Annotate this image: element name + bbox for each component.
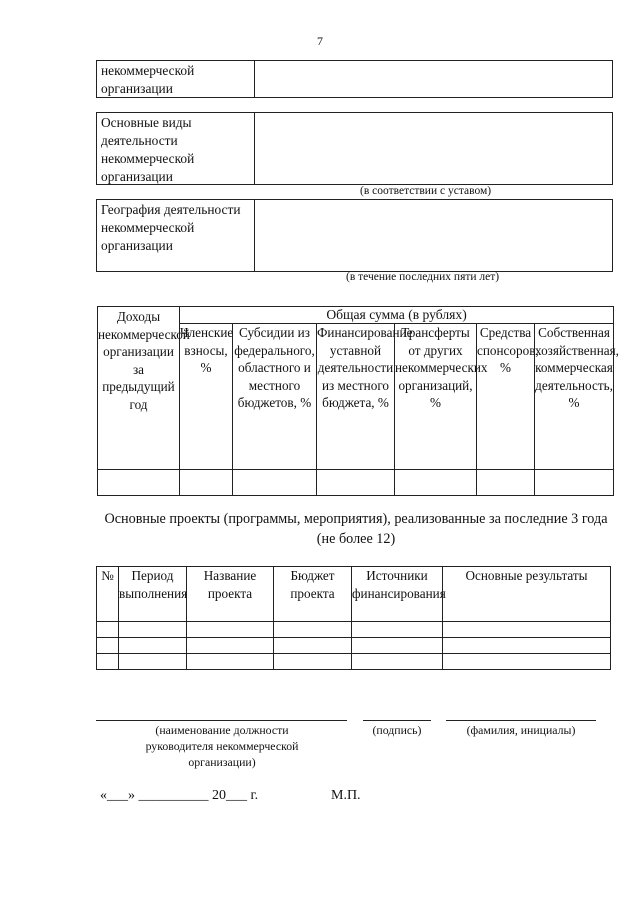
geography-box [96, 199, 613, 272]
table-row [97, 638, 611, 654]
org-name-box [96, 60, 613, 98]
income-col-membership: Членские взносы, % [180, 324, 233, 470]
projects-col-number: № [97, 567, 119, 622]
income-row-header: Доходы некоммерческой организации за предыдущий год [98, 307, 180, 470]
date-line: «___» __________ 20___ г. [100, 788, 259, 803]
projects-col-budget: Бюджет проекта [274, 567, 352, 622]
projects-col-period: Период выполнения [119, 567, 187, 622]
income-cell[interactable] [477, 470, 535, 496]
projects-col-name: Название проекта [187, 567, 274, 622]
activities-value[interactable] [255, 113, 612, 184]
name-line[interactable] [446, 720, 596, 721]
projects-heading: Основные проекты (программы, мероприятия), реализованные за последние 3 года (не более 12) [104, 511, 608, 547]
income-cell[interactable] [233, 470, 317, 496]
activities-box [96, 112, 613, 185]
org-name-label: некоммерческой организации [97, 61, 255, 97]
activities-note: (в соответствии с уставом) [360, 185, 492, 197]
income-cell[interactable] [180, 470, 233, 496]
page-number: 7 [317, 34, 323, 48]
table-row [97, 654, 611, 670]
income-cell[interactable] [395, 470, 477, 496]
income-cell[interactable] [535, 470, 614, 496]
table-row [97, 622, 611, 638]
projects-table [96, 566, 611, 670]
stamp-place: М.П. [331, 788, 361, 803]
income-col-sponsors: Средства спонсоров, % [477, 324, 535, 470]
income-group-header: Общая сумма (в рублях) [180, 307, 614, 324]
projects-col-results: Основные результаты [443, 567, 611, 622]
projects-col-sources: Источники финансирования [352, 567, 443, 622]
geography-note: (в течение последних пяти лет) [346, 271, 500, 283]
income-col-subsidies: Субсидии из федерального, областного и местного бюджетов, % [233, 324, 317, 470]
name-caption: (фамилия, инициалы) [466, 723, 576, 737]
org-name-value[interactable] [255, 61, 612, 97]
income-col-local-budget: Финансирование уставной деятельности из местного бюджета, % [317, 324, 395, 470]
position-caption: (наименование должности руководителя некоммерческой организации) [145, 723, 299, 769]
income-cell[interactable] [317, 470, 395, 496]
position-line[interactable] [96, 720, 347, 721]
geography-value[interactable] [255, 200, 612, 271]
income-table [97, 306, 619, 496]
signature-caption: (подпись) [372, 723, 422, 737]
activities-label: Основные виды деятельности некоммерческой организации [97, 113, 255, 184]
signature-line[interactable] [363, 720, 431, 721]
geography-label: География деятельности некоммерческой организации [97, 200, 255, 271]
income-col-commercial: Собственная хозяйственная, коммерческая деятельность, % [535, 324, 614, 470]
income-col-transfers: Трансферты от других некоммерческих организаций, % [395, 324, 477, 470]
income-cell[interactable] [98, 470, 180, 496]
